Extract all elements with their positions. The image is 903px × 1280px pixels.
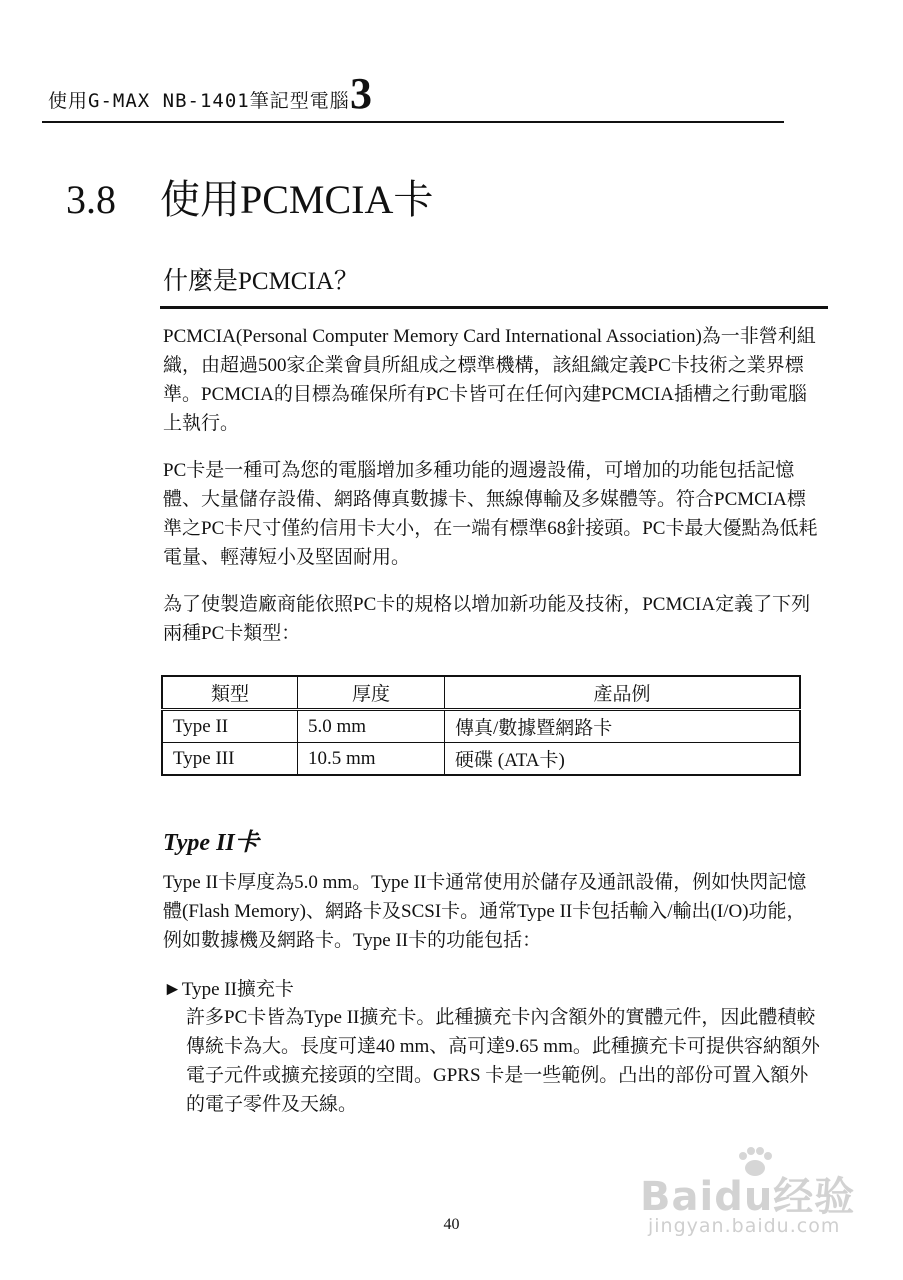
table-header-type: 類型 bbox=[162, 676, 298, 710]
chapter-number: 3 bbox=[350, 69, 372, 118]
page-number: 40 bbox=[443, 1216, 460, 1233]
table-cell: 5.0 mm bbox=[298, 710, 445, 743]
table-cell: 傳真/數據暨網路卡 bbox=[445, 710, 801, 743]
paragraph-card-types: 為了使製造廠商能依照PC卡的規格以增加新功能及技術，PCMCIA定義了下列兩種PC卡類型： bbox=[163, 594, 811, 644]
bullet-description: 許多PC卡皆為Type II擴充卡。此種擴充卡內含額外的實體元件，因此體積較傳統卡為大。長度可達40 mm、高可達9.65 mm。此種擴充卡可提供容納額外電子元件或擴充接頭的空間。GPRS 卡是一些範例。凸出的部份可置入額外的電子零件及天線。 bbox=[186, 1007, 820, 1115]
header-divider bbox=[42, 121, 784, 123]
table-row bbox=[162, 710, 800, 743]
paragraph-type2: Type II卡厚度為5.0 mm。Type II卡通常使用於儲存及通訊設備，例如快閃記憶體(Flash Memory)、網路卡及SCSI卡。通常Type II卡包括輸入/輸出(I/O)功能，例如數據機及網路卡。Type II卡的功能包括： bbox=[163, 872, 807, 951]
bullet-title: Type II擴充卡 bbox=[181, 979, 294, 1000]
table-header-row bbox=[162, 676, 800, 710]
section-number: 3.8 bbox=[66, 177, 116, 222]
card-type-table bbox=[161, 675, 801, 776]
running-header-title: 使用G-MAX NB-1401筆記型電腦 bbox=[48, 90, 350, 112]
table-row bbox=[162, 743, 800, 776]
watermark-logo: Baidu经验 bbox=[640, 1174, 856, 1220]
paragraph-pcmcia-intro: PCMCIA(Personal Computer Memory Card International Association)為一非營利組織，由超過500家企業會員所組成之標準機構，該組織定義PC卡技術之業界標準。PCMCIA的目標為確保所有PC卡皆可在任何內建PCMCIA插槽之行動電腦上執行。 bbox=[163, 326, 816, 434]
table-cell: Type II bbox=[162, 710, 298, 743]
subsection-heading: 什麼是PCMCIA？ bbox=[163, 268, 359, 295]
bullet-item-type2-expansion bbox=[163, 974, 294, 1001]
table-header-thickness: 厚度 bbox=[298, 676, 445, 710]
watermark-url: jingyan.baidu.com bbox=[648, 1215, 841, 1237]
bullet-triangle-icon: ► bbox=[163, 979, 182, 1000]
table-header-example: 產品例 bbox=[445, 676, 801, 710]
section-title: 使用PCMCIA卡 bbox=[160, 177, 434, 222]
subsection-divider bbox=[160, 306, 828, 309]
table-cell: 硬碟 (ATA卡) bbox=[445, 743, 801, 776]
table-cell: Type III bbox=[162, 743, 298, 776]
type2-heading: Type II卡 bbox=[163, 830, 259, 856]
table-cell: 10.5 mm bbox=[298, 743, 445, 776]
paragraph-pc-card: PC卡是一種可為您的電腦增加多種功能的週邊設備，可增加的功能包括記憶體、大量儲存設備、網路傳真數據卡、無線傳輸及多媒體等。符合PCMCIA標準之PC卡尺寸僅約信用卡大小，在一端有標準68針接頭。PC卡最大優點為低耗電量、輕薄短小及堅固耐用。 bbox=[163, 460, 818, 568]
